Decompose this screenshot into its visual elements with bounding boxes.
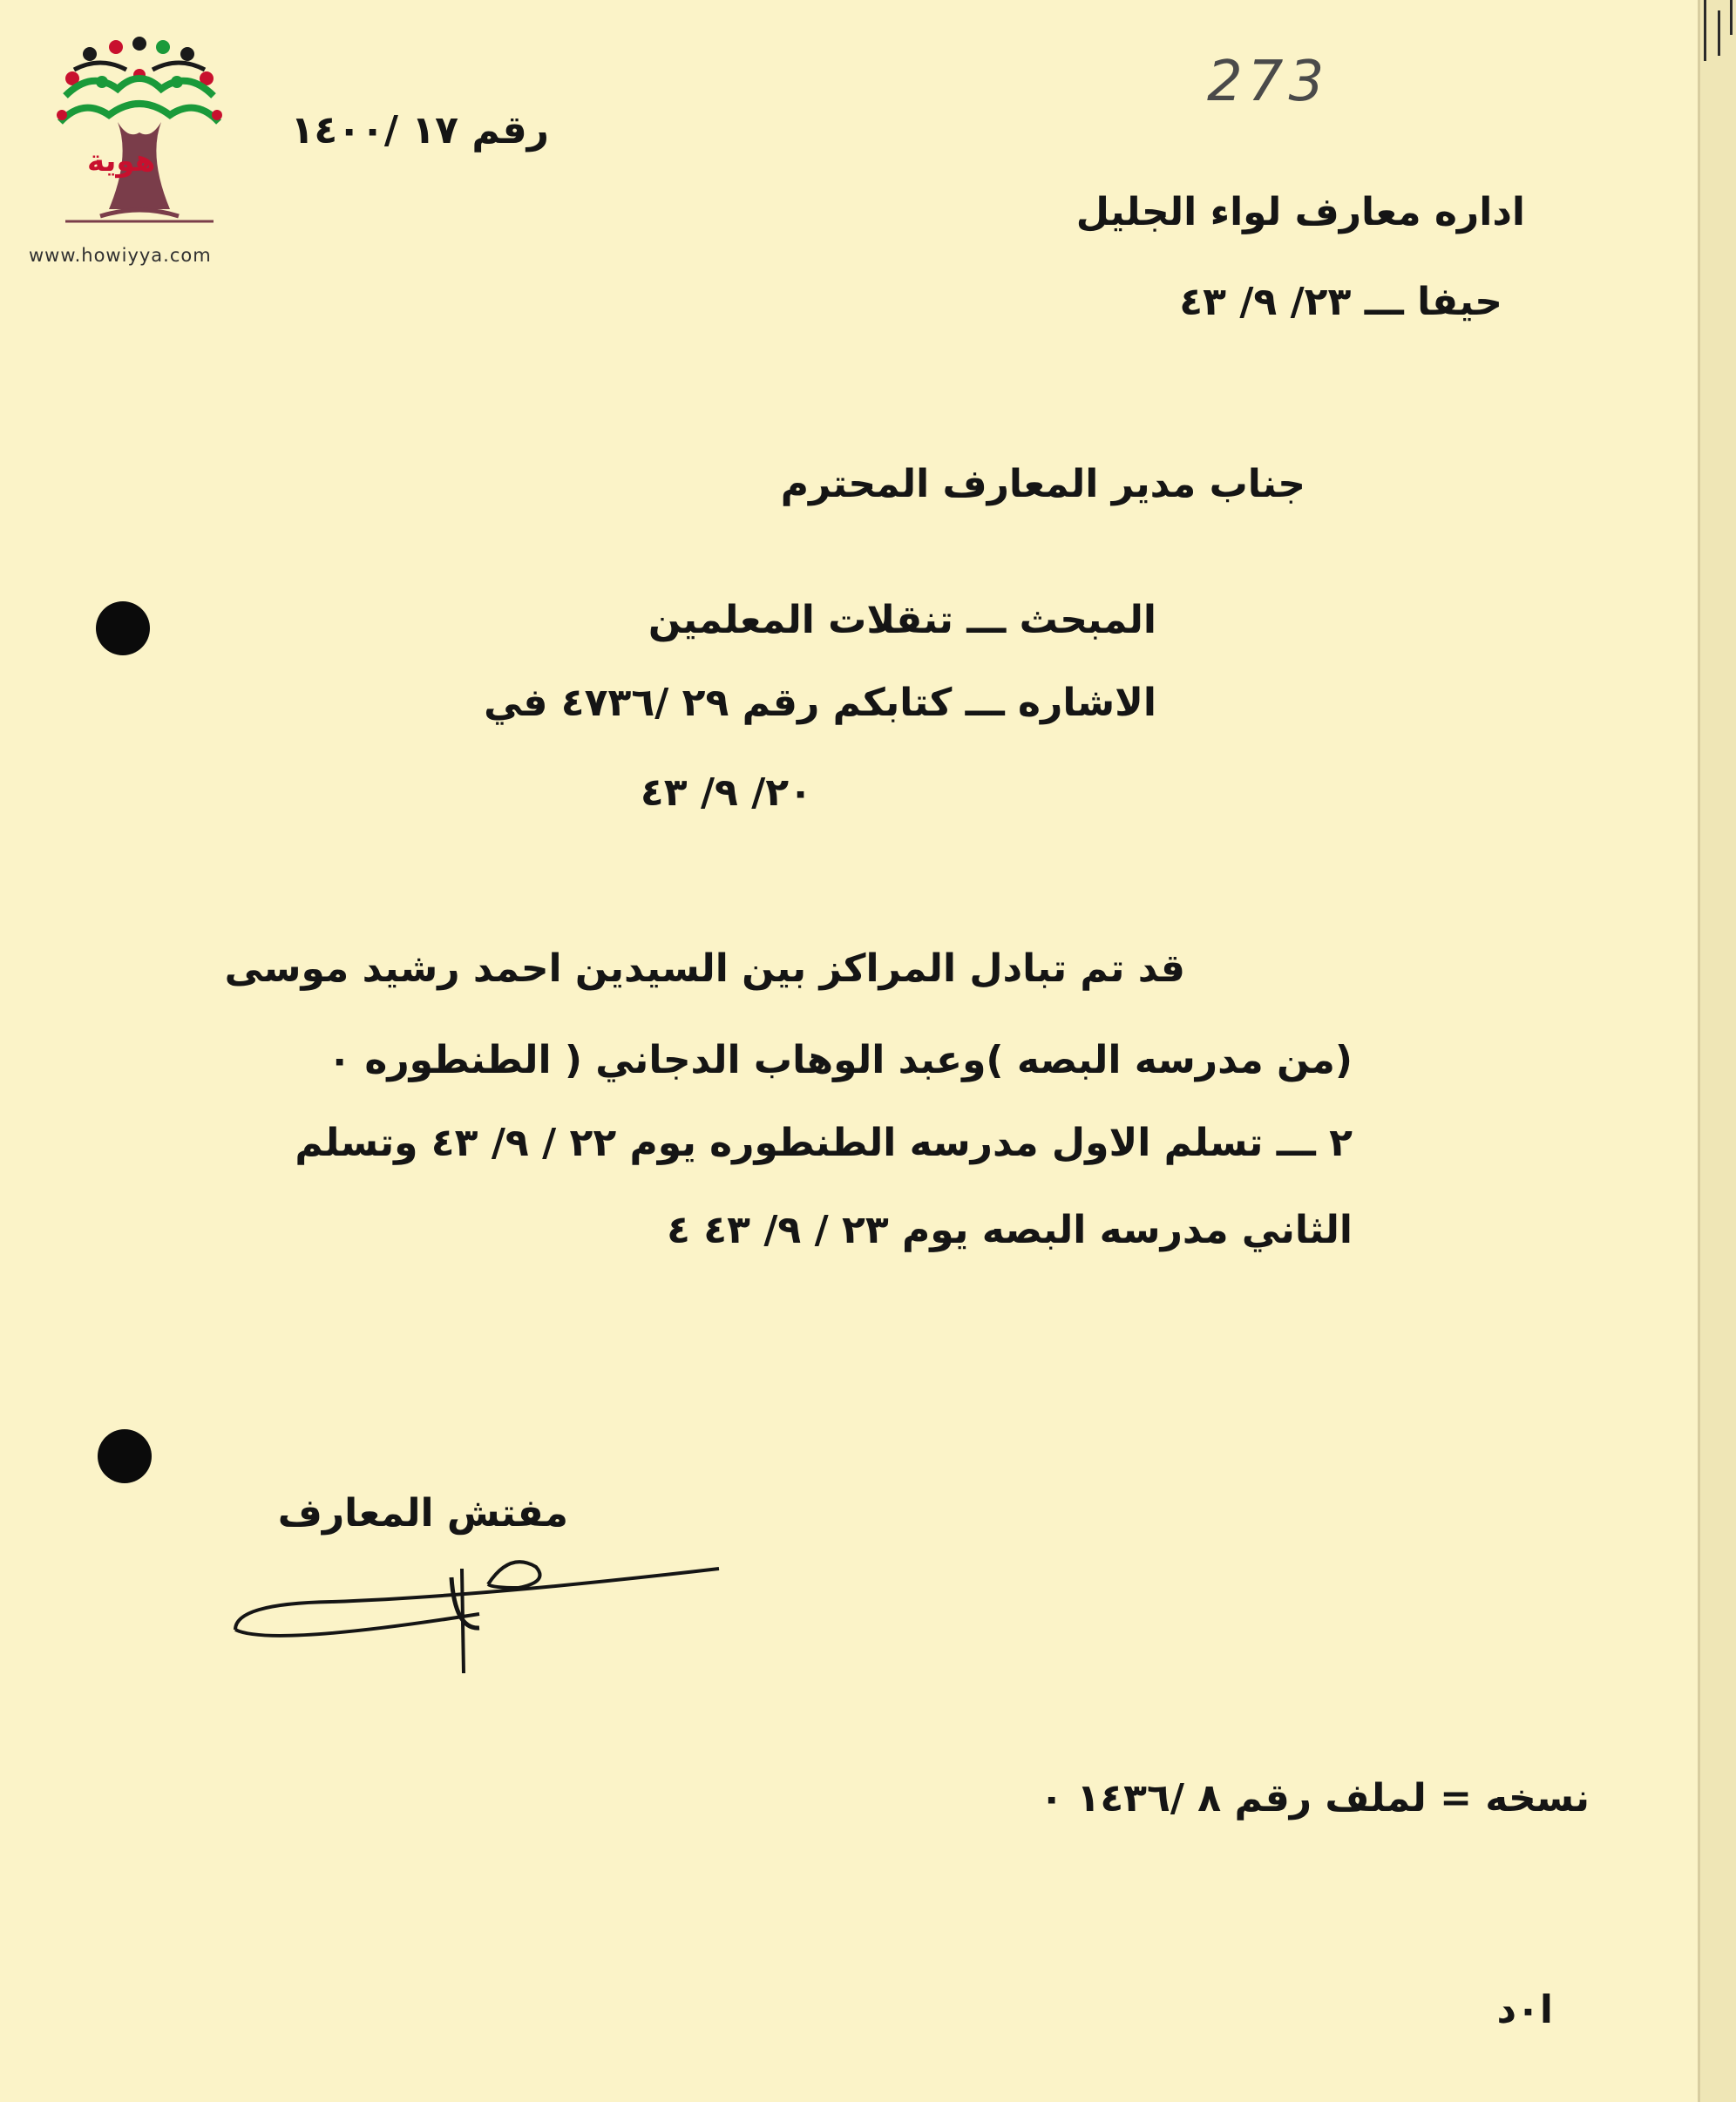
body-line-4: الثاني مدرسه البصه يوم ٢٣ / ٩/ ٤٣ ٤ [667, 1208, 1353, 1252]
handwritten-signature [218, 1534, 741, 1673]
howiyya-logo [29, 35, 231, 266]
handwritten-number: 273 [1207, 50, 1330, 114]
punch-hole-bottom [98, 1429, 152, 1483]
footer-initials: ا٠د [1496, 1988, 1553, 2032]
reference-number: رقم ١٧ /١٤٠٠ [290, 108, 549, 153]
copy-note: نسخه = لملف رقم ٨ /١٤٣٦ ٠ [1040, 1776, 1590, 1821]
subject-line: المبحث ـــ تنقلات المعلمين [648, 598, 1156, 642]
family-tree-logo-icon [48, 35, 231, 235]
paper-edge-strip [1698, 0, 1736, 2102]
office-place-date: حيفا ـــ ٢٣/ ٩/ ٤٣ [1179, 280, 1502, 324]
body-line-3: ٢ ـــ تسلم الاول مدرسه الطنطوره يوم ٢٢ / ٩/ ٤٣ وتسلم [295, 1121, 1353, 1165]
site-url[interactable]: www.howiyya.com [29, 245, 212, 266]
body-line-2: (من مدرسه البصه )وعبد الوهاب الدجاني ( الطنطوره ٠ [328, 1038, 1353, 1082]
signature-title: مفتش المعارف [277, 1491, 568, 1536]
addressee: جناب مدير المعارف المحترم [780, 462, 1305, 506]
reference-line-1: الاشاره ـــ كتابكم رقم ٢٩ /٤٧٣٦ في [484, 681, 1156, 725]
logo-wordmark: هوية [87, 144, 156, 179]
punch-hole-top [96, 601, 150, 655]
body-line-1: قد تم تبادل المراكز بين السيدين احمد رشيد موسى [224, 946, 1185, 991]
office-name: اداره معارف لواء الجليل [1075, 190, 1525, 234]
reference-line-2: ٢٠/ ٩/ ٤٣ [640, 770, 812, 815]
